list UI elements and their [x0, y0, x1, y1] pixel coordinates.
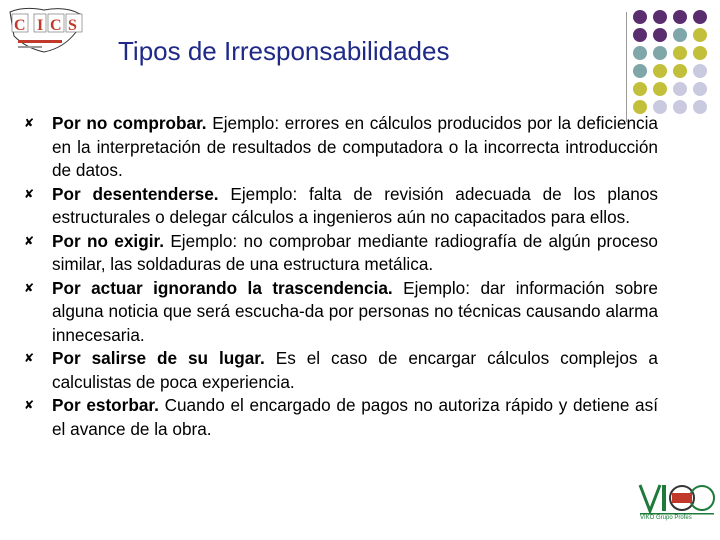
dot	[633, 10, 647, 24]
list-item	[24, 347, 658, 394]
list-item	[24, 112, 658, 183]
bullet-list	[24, 112, 658, 441]
dot	[633, 82, 647, 96]
dot	[673, 28, 687, 42]
item-text: Ejemplo: errores en cálculos producidos por la deficiencia en la interpretación de resultados de computadora o la incorrecta introducción de datos.	[52, 113, 658, 180]
dot	[693, 10, 707, 24]
dot	[673, 46, 687, 60]
cross-bullet-icon: ✘	[24, 398, 35, 412]
dot	[653, 82, 667, 96]
dot	[693, 64, 707, 78]
dot	[633, 46, 647, 60]
svg-text:C: C	[50, 17, 62, 34]
dot	[673, 10, 687, 24]
item-text: Ejemplo: no comprobar mediante radiografía de algún proceso similar, las soldaduras de una estructura metálica.	[52, 230, 658, 274]
dot	[673, 100, 687, 114]
list-item	[24, 394, 658, 441]
dot	[673, 82, 687, 96]
cross-bullet-icon: ✘	[24, 280, 35, 295]
svg-text:I: I	[37, 17, 44, 34]
dot	[653, 64, 667, 78]
dot	[693, 28, 707, 42]
list-item	[24, 183, 658, 230]
list-item	[24, 230, 658, 277]
item-text: Es el caso de encargar cálculos complejos a calculistas de poca experiencia.	[52, 348, 658, 392]
item-lead: Por salirse de su lugar.	[52, 348, 265, 368]
dot	[633, 28, 647, 42]
item-lead: Por estorbar.	[52, 395, 159, 415]
cics-logo	[4, 2, 84, 64]
item-text: Ejemplo: falta de revisión adecuada de los planos estructurales o delegar cálculos a ingenieros aún no capacitados para ellos.	[52, 183, 658, 227]
page-title: Tipos de Irresponsabilidades	[118, 36, 450, 66]
cross-bullet-icon: ✘	[24, 116, 35, 130]
item-lead: Por actuar ignorando la trascendencia.	[52, 277, 393, 298]
svg-text:S: S	[68, 17, 77, 34]
dot	[673, 64, 687, 78]
svg-text:C: C	[14, 17, 26, 34]
decorative-dot-grid	[633, 10, 720, 120]
dot	[693, 100, 707, 114]
divider	[626, 12, 627, 122]
item-text: Cuando el encargado de pagos no autoriza rápido y detiene así el avance de la obra.	[52, 395, 658, 439]
dot	[653, 10, 667, 24]
dot	[693, 46, 707, 60]
cross-bullet-icon: ✘	[24, 186, 35, 201]
vico-logo	[638, 483, 716, 535]
item-text: Ejemplo: dar información sobre alguna noticia que será escucha-da por personas no técnicas causando alarma innecesaria.	[52, 277, 658, 345]
list-item	[24, 277, 658, 348]
dot	[633, 64, 647, 78]
item-lead: Por no comprobar.	[52, 113, 207, 133]
dot	[693, 82, 707, 96]
item-lead: Por no exigir.	[52, 230, 164, 251]
cross-bullet-icon: ✘	[24, 351, 35, 365]
dot	[653, 28, 667, 42]
cross-bullet-icon: ✘	[24, 233, 35, 248]
item-lead: Por desentenderse.	[52, 183, 219, 204]
vico-logo-caption: VIKO Grupo Profes	[640, 515, 692, 521]
dot	[653, 46, 667, 60]
